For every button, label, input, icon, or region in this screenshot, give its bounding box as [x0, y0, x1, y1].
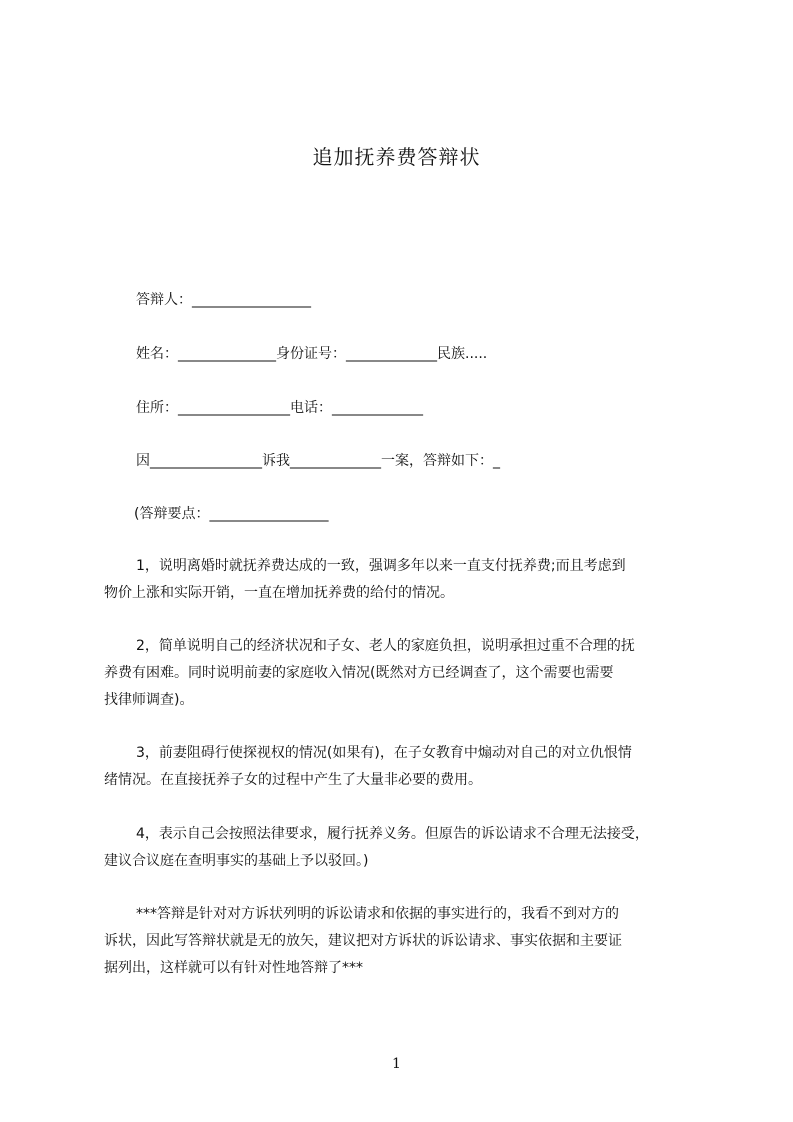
advisory-note — [104, 901, 704, 982]
defense-point-1 — [104, 553, 704, 607]
advisory-note-line-2: 诉状，因此写答辩状就是无的放矢，建议把对方诉状的诉讼请求、事实依据和主要证 — [104, 933, 622, 949]
defense-point-4 — [104, 821, 704, 875]
defense-point-3-line-1: 3，前妻阻碍行使探视权的情况(如果有)，在子女教育中煽动对自己的对立仇恨情 — [136, 745, 632, 761]
defense-point-2 — [104, 633, 704, 714]
name-id-ethnicity-field: 姓名：______________身份证号：_____________民族..... — [136, 346, 488, 362]
defense-point-3 — [104, 740, 704, 794]
case-cause-field: 因________________诉我_____________一案，答辩如下：_ — [136, 453, 500, 469]
advisory-note-line-3: 据列出，这样就可以有针对性地答辩了*** — [104, 960, 363, 976]
defense-point-3-line-2: 绪情况。在直接抚养子女的过程中产生了大量非必要的费用。 — [104, 772, 482, 788]
defense-points-heading: (答辩要点：_________________ — [134, 506, 329, 522]
page-number: 1 — [392, 1056, 401, 1072]
defense-point-1-line-2: 物价上涨和实际开销，一直在增加抚养费的给付的情况。 — [104, 585, 454, 601]
address-phone-field: 住所：________________电话：_____________ — [136, 400, 423, 416]
defense-point-4-line-1: 4，表示自己会按照法律要求，履行抚养义务。但原告的诉讼请求不合理无法接受， — [136, 826, 649, 842]
defense-point-2-line-3: 找律师调查)。 — [104, 692, 194, 708]
respondent-field: 答辩人：_________________ — [136, 292, 311, 308]
defense-point-2-line-1: 2，简单说明自己的经济状况和子女、老人的家庭负担，说明承担过重不合理的抚 — [136, 638, 635, 654]
advisory-note-line-1: ***答辩是针对对方诉状列明的诉讼请求和依据的事实进行的，我看不到对方的 — [136, 906, 619, 922]
document-title: 追加抚养费答辩状 — [312, 145, 481, 169]
defense-point-2-line-2: 养费有困难。同时说明前妻的家庭收入情况(既然对方已经调查了，这个需要也需要 — [104, 665, 614, 681]
defense-point-4-line-2: 建议合议庭在查明事实的基础上予以驳回。) — [104, 853, 369, 869]
defense-point-1-line-1: 1，说明离婚时就抚养费达成的一致，强调多年以来一直支付抚养费;而且考虑到 — [136, 558, 626, 574]
